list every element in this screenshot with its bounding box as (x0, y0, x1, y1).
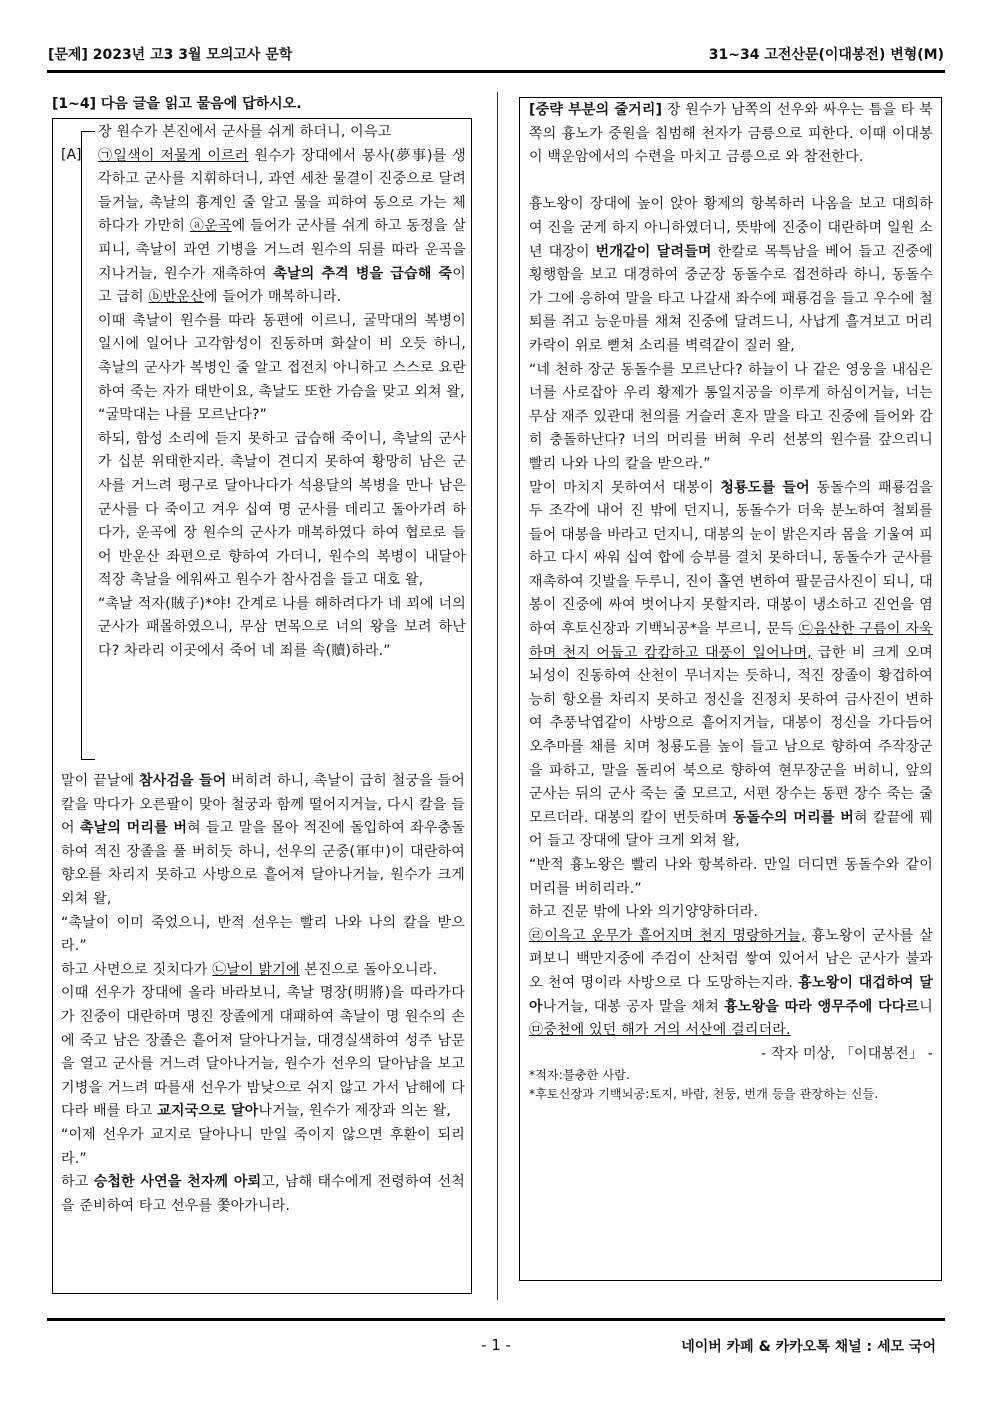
bold-phrase: 교지국으로 달아 (157, 1103, 259, 1120)
summary-paragraph (529, 99, 933, 170)
paragraph: “반적 흉노왕은 빨리 나와 항복하라. 만일 더디면 동돌수와 같이 머리를 버히리라.” (529, 857, 933, 897)
paragraph (529, 477, 933, 855)
spacer (529, 170, 933, 194)
text: 에 들어가 군사를 쉬게 하고 동정을 살피니, 촉날이 과연 기병을 거느려 원수의 뒤를 따라 운곡을 지나거늘, 원수가 재촉하여 (98, 218, 466, 282)
text: 동돌수의 패룡검을 두 조각에 내어 진 밖에 던지니, 동돌수가 더욱 분노하여 철퇴를 들어 대봉을 바라고 던지니, 대봉의 눈이 밝은지라 몸을 기울여 피하고 다시 싸워 십여 합에 승부를 결치 못하더니, 동돌수가 군사를 재촉하여 깃발을 두루니, 진이 홀연 변하여 팔문금사진이 되니, 대봉이 진중에 싸여 벗어나지 못할지라. 대봉이 냉소하고 진언을 염하여 후토신장과 기백뇌공*을 부르니, 문득 (529, 479, 934, 638)
bold-phrase: 촉날의 머리를 버 (79, 820, 188, 837)
paragraph (98, 121, 466, 145)
paragraph: “촉날이 이미 죽었으니, 반적 선우는 빨리 나와 나의 칼을 받으라.” (61, 914, 465, 955)
underlined-phrase: ㉣이윽고 운무가 흩어지며 천지 명랑하거늘, (529, 927, 806, 944)
header-rule (47, 70, 945, 73)
text: 장 원수가 본진에서 군사를 쉬게 하더니, 이윽고 (98, 124, 392, 140)
paragraph: “굴막대는 나를 모르난다?” (98, 407, 268, 424)
bracket-a-top (81, 131, 95, 132)
text: 하고 사면으로 짓치다가 (61, 961, 213, 978)
footer-rule (47, 1318, 945, 1321)
paragraph: “촉날 적자(賊子)*야! 간계로 나를 해하려다가 네 꾀에 너의 군사가 패몰하였으니, 무삼 면목으로 너의 왕을 보려 하난다? 차라리 이곳에서 죽어 네 죄를 속(贖)하라.” (98, 595, 466, 660)
paragraph (529, 925, 933, 1043)
page-number: - 1 - (481, 1336, 511, 1354)
text: 말이 마치지 못하여서 대봉이 (529, 479, 721, 496)
text: 에 들어가 매복하니라. (203, 289, 342, 306)
text: 급한 비 크게 오며 뇌성이 진동하여 산천이 무너지는 듯하니, 적진 장졸이 황겁하여 능히 항오를 차리지 못하고 정신을 진정치 못하여 금사진이 변하여 추풍낙엽같이 사방으로 흩어지거늘, 대봉이 정신을 가다듬어 오추마를 채를 치며 청룡도를 높이 들고 남으로 향하여 주작장군을 파하고, 말을 돌리어 북으로 향하여 현무장군을 버히니, 앞의 군사는 뒤의 군사 죽는 줄 모르고, 서편 장수는 동편 장수 죽는 줄 모르더라. 대봉의 칼이 번듯하며 (529, 644, 934, 826)
paragraph (529, 193, 933, 358)
footnote: *적자:불충한 사람. (529, 1068, 631, 1083)
bracket-a-bottom (81, 759, 95, 760)
paragraph (61, 959, 465, 983)
paragraph (98, 145, 466, 310)
passage-segment-b (61, 770, 465, 1218)
bold-phrase: 참사검을 들어 (138, 773, 227, 789)
bold-phrase: 흉노왕을 따라 앵무주에 다다르 (724, 998, 920, 1015)
text: 흉노왕이 장대에 높이 앉아 황제의 항복하러 나옴을 보고 대희하여 진을 굳게 하지 아니하였더니, 뜻밖에 진중이 대란하며 일원 소년 대장이 (529, 196, 933, 260)
text: 이때 선우가 장대에 올라 바라보니, 촉날 명장(明將)을 따라가다가 진중이 대란하며 명진 장졸에게 대패하여 촉날이 명 원수의 손에 죽고 남은 장졸은 흩어져 달아나거늘, 대경실색하여 성주 남문을 열고 군사를 거느려 달아나거늘, 원수가 선우의 달아남을 보고 기병을 거느려 따를새 선우가 밤낮으로 쉬지 않고 가서 남해에 다다라 배를 타고 (61, 985, 465, 1120)
text: 나거늘, 원수가 제장과 의논 왈, (258, 1103, 452, 1120)
footnote: *후토신장과 기백뇌공:토지, 바람, 천둥, 번개 등을 관장하는 신들. (529, 1087, 879, 1102)
text: 혀 칼끝에 꿰어 들고 장대에 달아 크게 외쳐 왈, (529, 809, 933, 850)
underlined-phrase: ⓐ운곡 (189, 218, 232, 235)
paragraph: “이제 선우가 교지로 달아나니 만일 죽이지 않으면 후환이 되리라.” (61, 1126, 465, 1167)
text: 고, 남해 태수에게 전령하여 선척을 준비하여 타고 선우를 쫓아가니라. (61, 1174, 465, 1214)
paragraph (61, 982, 465, 1124)
text: 나거늘, 대봉 공자 말을 채쳐 (542, 998, 725, 1015)
paragraph: 하고 진문 밖에 나와 의기양양하더라. (529, 904, 759, 921)
underlined-phrase: ⓑ반운산 (148, 289, 204, 306)
text: 한칼로 목특남을 베어 들고 진중에 횡행함을 보고 대경하여 중군장 동돌수로 접전하라 하니, 동돌수가 그에 응하여 말을 타고 나갈새 좌수에 패룡검을 들고 우수에 철퇴를 쥐고 능운마를 채쳐 진중에 달려드니, 사납게 흘겨보고 머리카락이 위로 뻗쳐 소리를 벽력같이 질러 왈, (529, 243, 933, 354)
underlined-phrase: ㉡날이 밝기에 (212, 961, 300, 978)
source-citation: - 작자 미상, 「이대봉전」 - (761, 1045, 933, 1062)
underlined-phrase: ㉤중천에 있던 해가 거의 서산에 걸리더라. (529, 1022, 791, 1039)
text: 니 (919, 998, 933, 1015)
paragraph (61, 770, 465, 912)
text: 이고 급히 (98, 265, 466, 306)
bold-phrase: 흉노왕이 대겁하여 달아 (529, 974, 933, 1015)
header-exam-title: [문제] 2023년 고3 3월 모의고사 문학 (48, 47, 293, 63)
bold-phrase: 승첩한 사연을 천자께 아뢰 (93, 1174, 262, 1191)
passage-segment-a (98, 121, 466, 664)
passage-box-right (519, 97, 942, 1281)
paragraph: 하되, 함성 소리에 듣지 못하고 급습해 죽이니, 촉날의 군사가 십분 위태한지라. 촉날이 견디지 못하여 황망히 남은 군사를 거느려 평구로 달아나다가 석용달의 복병을 만나 남은 군사를 다 죽이고 겨우 십여 명 군사를 데리고 돌아가려 하다가, 운곡에 장 원수의 군사가 매복하였다 하여 협로로 들어 반운산 좌편으로 향하여 가더니, 원수의 복병이 내달아 적장 촉날을 에워싸고 원수가 참사검을 들고 대호 왈, (98, 430, 466, 589)
bold-phrase: 번개같이 달려들며 (595, 243, 712, 260)
underlined-phrase: ㉢음산한 구름이 자욱하며 천지 어둡고 캄캄하고 대풍이 일어나며, (529, 621, 933, 661)
paragraph (61, 1171, 465, 1218)
column-divider (497, 92, 498, 1300)
text: 흉노왕이 군사를 살펴보니 백만지중에 주검이 산처럼 쌓여 있어서 남은 군사가 불과 오 천여 명이라 사방으로 다 도망하는지라. (529, 927, 933, 991)
paragraph: 이때 촉날이 원수를 따라 동편에 이르니, 굴막대의 복병이 일시에 일어나 고각함성이 진동하며 화살이 비 오듯 하니, 촉날의 군사가 복병인 줄 알고 접전치 아니하고 스스로 요란하여 죽는 자가 태반이요, 촉날도 또한 가슴을 맞고 외쳐 왈, (98, 312, 466, 400)
passage-segment-right (529, 99, 933, 1104)
passage-box-left (52, 118, 472, 1294)
text: 버히려 하니, 촉날이 급히 철궁을 들어 칼을 막다가 오른팔이 맞아 철궁과 함께 떨어지거늘, 다시 칼을 들어 (61, 773, 466, 837)
question-instruction: [1~4] 다음 글을 읽고 물음에 답하시오. (52, 96, 302, 112)
underlined-phrase: ㉠일색이 저물게 이르러 (98, 147, 249, 164)
bold-phrase: 동돌수의 머리를 버 (732, 809, 854, 826)
text: 하고 (61, 1174, 94, 1191)
summary-label: [중략 부분의 줄거리] (529, 102, 663, 118)
bold-phrase: 청룡도를 들어 (720, 479, 810, 496)
paragraph: “네 천하 장군 동돌수를 모르난다? 하늘이 나 같은 영웅을 내심은 너를 사로잡아 우리 황제가 통일지공을 이루게 하심이거늘, 너는 무삼 재주 있관대 천의를 거슬러 혼자 말을 타고 진중에 들어와 감히 충돌하난다? 너의 머리를 버혀 우리 선봉의 원수를 갚으리니 빨리 나와 나의 칼을 받으라.” (529, 361, 933, 472)
text: 혀 들고 말을 몰아 적진에 돌입하여 좌우충돌하여 적진 장졸을 풀 버히듯 하니, 선우의 군중(軍中)이 대란하여 향오를 차리지 못하고 사방으로 흩어져 달아나거늘, 원수가 크게 외쳐 왈, (61, 820, 466, 907)
text: 본진으로 돌아오니라. (299, 961, 438, 978)
bold-phrase: 촉날의 추격 병을 급습해 죽 (273, 265, 453, 282)
text: 말이 끝날에 (61, 773, 139, 789)
footer-brand: 네이버 카페 & 카카오톡 채널 : 세모 국어 (681, 1339, 936, 1355)
header-section-title: 31~34 고전산문(이대봉전) 변형(M) (708, 47, 944, 63)
bracket-a-line (81, 131, 82, 759)
bracket-a-label: [A] (61, 147, 82, 163)
text: 원수가 장대에서 몽사(夢事)를 생각하고 군사를 지휘하더니, 과연 세찬 물결이 진중으로 달려들거늘, 촉날의 흉계인 줄 알고 물을 피하여 동으로 가는 체하다가 가만히 (98, 147, 466, 235)
text: 장 원수가 남쪽의 선우와 싸우는 틈을 타 북쪽의 흉노가 중원을 침범해 천자가 금릉으로 피한다. 이때 이대봉이 백운암에서의 수련을 마치고 금릉으로 와 참전한다. (529, 102, 934, 166)
